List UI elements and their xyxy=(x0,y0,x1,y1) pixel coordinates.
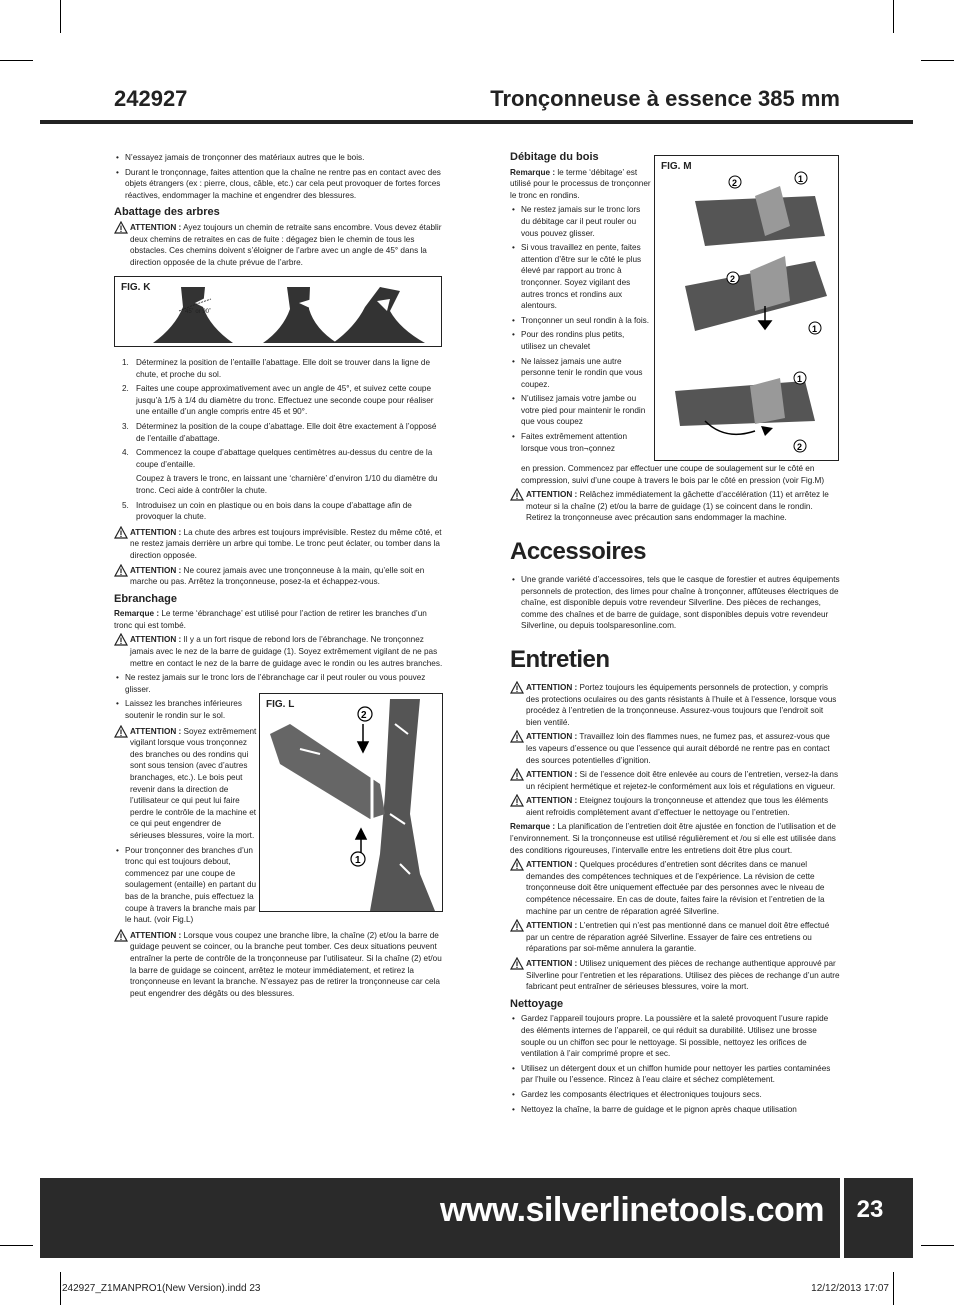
warning: ATTENTION : Ayez toujours un chemin de retraite sans encombre. Vous devez établir deux chemins de retraites en cas de fuite : dégagez bien le chemin de tous les obstacles. Ces chemins doivent s’éloigner de l’arbre avec un angle de 45° dans la direction opposée de la chute prévue de l’arbre. xyxy=(114,222,444,268)
remark: Remarque : La planification de l’entretien doit être ajustée en fonction de l’utilisation et de l’environnement. Si la tronçonneuse est utilisé régulièrement et /ou si elle est utilisée dans des conditions rigoureuses, l’intervalle entre les entretiens doit être plus court. xyxy=(510,822,836,855)
warning-icon xyxy=(510,488,524,501)
warning-icon xyxy=(510,768,524,781)
list-item: • N’essayez jamais de tronçonner des matériaux autres que le bois. xyxy=(114,152,444,164)
callout-1: 1 xyxy=(355,855,361,866)
angle-label: 45˚ or 90˚ xyxy=(185,309,212,315)
crop-mark xyxy=(60,1272,61,1305)
felling-illustration xyxy=(115,277,441,346)
list-item: • Gardez l’appareil toujours propre. La poussière et la saleté provoquent l’usure rapide des éléments internes de l’appareil, ce qui réduit sa durabilité. Utilisez une brosse souple ou un chiffon sec pour le nettoyage. Si possible, nettoyez les orifices de ventilation à l’air comprimé propre et sec. xyxy=(510,1013,840,1059)
warning-icon xyxy=(510,794,524,807)
section-title-accessoires: Accessoires xyxy=(510,537,646,565)
bullet-list xyxy=(510,574,840,632)
warning-icon xyxy=(114,221,128,234)
remark: Remarque : Le terme ‘ébranchage’ est utilisé pour l’action de retirer les branches d’un tronc qui est tombé. xyxy=(114,609,427,630)
bullet-list xyxy=(510,1013,840,1115)
warning-icon xyxy=(114,929,128,942)
crop-mark xyxy=(0,1245,33,1246)
step: 4. Commencez la coupe d’abattage quelques centimètres au-dessus du centre de la coupe d’entaille. xyxy=(122,448,433,469)
bullet-list xyxy=(114,152,444,201)
website-url[interactable]: www.silverlinetools.com xyxy=(440,1191,825,1229)
warning: ATTENTION : Lorsque vous coupez une branche libre, la chaîne (2) et/ou la barre de guidage peuvent se coincer, ou la branche peut tomber. Ces deux situations peuvent entraîner la perte de contrôle de la tronçonneuse par l’utilisateur. Si la chaîne (2) et/ou la barre de guidage se coincent, arrêtez le moteur immédiatement, et retirez la tronçonneuse en levant la branche. N’essayez pas de retirer la tronçonneuse car cela peut engendrer des dégâts ou des blessures. xyxy=(114,930,444,1000)
warning: ATTENTION : Eteignez toujours la tronçonneuse et attendez que tous les éléments aient refroidis complètement avant d’effectuer le nettoyage ou l’entretien. xyxy=(510,795,840,818)
warning-icon xyxy=(510,681,524,694)
warning: ATTENTION : Si de l’essence doit être enlevée au cours de l’entretien, versez-la dans un récipient hermétique et rejetez-le conformément aux lois et régulations en vigueur. xyxy=(510,769,840,792)
narrow-block xyxy=(114,726,257,926)
bullet-list xyxy=(510,204,651,454)
list-item: • Tronçonner un seul rondin à la fois. xyxy=(510,315,651,327)
right-column xyxy=(510,463,840,1119)
list-item: • Gardez les composants électriques et électroniques toujours secs. xyxy=(510,1089,840,1101)
date-slug: 12/12/2013 17:07 xyxy=(811,1283,889,1294)
warning: ATTENTION : L’entretien qui n’est pas mentionné dans ce manuel doit être effectué par un centre de réparation agréé Silverline. Essayer de faire ces entretiens ou réparations par soi-même annulera la garantie. xyxy=(510,920,840,955)
list-item: • Ne restez jamais sur le tronc lors de l’ébranchage car il peut rouler ou vous pouvez glisser. xyxy=(114,672,444,695)
warning: ATTENTION : Soyez extrêmement vigilant lorsque vous tronçonnez des branches ou des rondins qui sont sous tension (avec d’autres branchages, etc.). Le bois peut revenir dans la direction de l’utilisateur ce qui peut lui faire perdre le contrôle de la machine et ce qui peut engendrer de sérieuses blessures, voire la mort. xyxy=(114,726,257,842)
warning-icon xyxy=(114,564,128,577)
figure-label: FIG. M xyxy=(661,161,692,172)
warning: ATTENTION : La chute des arbres est toujours imprévisible. Restez du même côté, et ne restez jamais derrière un arbre qui tombe. Le tronc peut éclater, ou tomber dans la direction opposée. xyxy=(114,527,444,562)
callout-2: 2 xyxy=(797,442,803,452)
list-item: • Pour des rondins plus petits, utilisez un chevalet xyxy=(510,329,651,352)
figure-label: FIG. K xyxy=(121,282,151,293)
crop-mark xyxy=(60,0,61,33)
list-item: • Faites extrêmement attention lorsque vous tron¬çonnez xyxy=(510,431,651,454)
steps-list xyxy=(114,357,444,523)
model-number: 242927 xyxy=(114,86,188,111)
header-rule xyxy=(40,120,913,124)
section-heading: Débitage du bois xyxy=(510,151,599,163)
figure-l xyxy=(259,693,443,912)
warning-icon xyxy=(114,526,128,539)
step: 5. Introduisez un coin en plastique ou en bois dans la coupe d’abattage afin de provoquer la chute. xyxy=(122,500,412,522)
crop-mark xyxy=(921,1245,954,1246)
warning: ATTENTION : Utilisez uniquement des pièces de rechange authentique approuvé par Silverline pour l’entretien et les réparations. Utilisez des pièces de rechange d’un autre fabricant peut entraîner de sérieuses blessures, voire la mort. xyxy=(510,958,840,993)
paragraph: en pression. Commencez par effectuer une coupe de soulagement sur le côté en compression, suivi d’une coupe à travers le bois par le côté en pression (voir Fig.M) xyxy=(521,464,825,485)
list-item: • Durant le tronçonnage, faites attention que la chaîne ne rentre pas en contact avec des objets étrangers (ex : pierre, clous, câble, etc.) car cela peut provoquer de fortes forces réactives, endommager la machine et engendrer des blessures. xyxy=(114,167,444,202)
warning-icon xyxy=(510,919,524,932)
list-item: • Une grande variété d’accessoires, tels que le casque de forestier et autres équipements personnels de protection, des limes pour chaîne à tronçonner, affûteuses électriques de chaîne, est disponible depuis votre revendeur Silverline. Des pièces de rechanges, comme des chaînes et de barre de guidage, sont disponibles depuis votre revendeur Silverline, ou depuis toolsparesonline.com. xyxy=(510,574,840,632)
step: 3. Déterminez la position de la coupe d’abattage. Elle doit être exactement à l’opposé de l’entaille d’abattage. xyxy=(122,421,437,443)
file-slug: 242927_Z1MANPRO1(New Version).indd 23 xyxy=(62,1283,261,1294)
warning-icon xyxy=(114,725,128,738)
section-heading: Ebranchage xyxy=(114,592,177,605)
callout-2: 2 xyxy=(732,178,738,188)
warning: ATTENTION : Travaillez loin des flammes nues, ne fumez pas, et assurez-vous que les vapeurs d’essence ou que l’essence qui aurait débordé ne rentre pas en contact des sources potentielles d’ignition. xyxy=(510,731,840,766)
list-item: • Nettoyez la chaîne, la barre de guidage et le pignon après chaque utilisation xyxy=(510,1104,840,1116)
callout-1: 1 xyxy=(798,174,804,184)
callout-1: 1 xyxy=(797,374,803,384)
figure-label: FIG. L xyxy=(266,699,295,710)
crop-mark xyxy=(921,60,954,61)
list-item: • Ne restez jamais sur le tronc lors du débitage car il peut rouler ou vous pouvez glisser. xyxy=(510,204,651,239)
step: 1. Déterminez la position de l’entaille l’abattage. Elle doit se trouver dans la ligne de chute, et proche du sol. xyxy=(122,358,431,379)
crop-mark xyxy=(0,60,33,61)
bullet-list xyxy=(114,845,257,926)
limbing-illustration xyxy=(260,694,442,911)
crop-mark xyxy=(893,0,894,33)
crop-mark xyxy=(893,1272,894,1305)
step: Coupez à travers le tronc, en laissant une ‘charnière’ d’environ 1/10 du diamètre du tronc. Ceci aide à contrôler la chute. xyxy=(136,474,438,495)
section-heading: Nettoyage xyxy=(510,997,564,1010)
figure-k xyxy=(114,276,442,347)
warning: ATTENTION : Relâchez immédiatement la gâchette d’accélération (11) et arrêtez le moteur si la chaîne (2) et/ou la barre de guidage (1) se coincent dans le rondin. Retirez la tronçonneuse avec précaution sans endommager la machine. xyxy=(510,489,840,524)
warning: ATTENTION : Portez toujours les équipements personnels de protection, y compris des protections oculaires ou des gants résistants à l’huile et à l’essence, lorsque vous procédez à l’entretien de la tronçonneuse. Assurez-vous toujours que l’endroit soit bien ventilé. xyxy=(510,682,840,728)
warning: ATTENTION : Quelques procédures d’entretien sont décrites dans ce manuel demandes des compétences techniques et de l’expérience. La révision de cette tronçonneuse doit être uniquement effectuée par des personnes avec le niveau de compétence nécessaire. En cas de doute, faites faire la révision et l’entretien de la machine par un centre de réparation agréé Silverline. xyxy=(510,859,840,917)
left-column xyxy=(114,152,444,271)
warning-icon xyxy=(510,730,524,743)
list-item: • Si vous travaillez en pente, faites attention d’être sur le côté le plus élevé par rapport au tronc à tronçonner. Soyez vigilant des autres troncs et rondins aux alentours. xyxy=(510,242,651,312)
section-heading: Abattage des arbres xyxy=(114,206,220,219)
list-item: • N’utilisez jamais votre jambe ou votre pied pour maintenir le rondin que vous coupez xyxy=(510,393,651,428)
warning: ATTENTION : Il y a un fort risque de rebond lors de l’ébranchage. Ne tronçonnez jamais avec le nez de la barre de guidage (1). Soyez extrêmement vigilant de ne pas mettre en contact le nez de la barre de guidage avec le rondin ou les autres branches. xyxy=(114,634,444,669)
warning: ATTENTION : Ne courez jamais avec une tronçonneuse à la main, qu’elle soit en marche ou pas. Arrêtez la tronçonneuse, posez-la et échappez-vous. xyxy=(114,565,444,588)
callout-1: 1 xyxy=(812,324,818,334)
callout-2: 2 xyxy=(361,710,367,721)
page-number: 23 xyxy=(856,1196,884,1223)
warning-icon xyxy=(510,858,524,871)
right-column-top xyxy=(510,152,651,458)
warning-icon xyxy=(510,957,524,970)
list-item: • Laissez les branches inférieures soutenir le rondin sur le sol. xyxy=(114,698,255,721)
list-item: • Ne laissez jamais une autre personne tenir le rondin que vous coupez. xyxy=(510,356,651,391)
list-item: • Utilisez un détergent doux et un chiffon humide pour nettoyer les parties contaminées par l’huile ou l’essence. Rincez à l’eau claire et séchez complètement. xyxy=(510,1063,840,1086)
step: 2. Faites une coupe approximativement avec un angle de 45°, et suivez cette coupe jusqu’à 1/5 à 1/4 du diamètre du tronc. Effectuez une seconde coupe pour réaliser une entaille d’un angle compris entre 45 et 90°. xyxy=(122,384,434,417)
remark: Remarque : le terme ‘débitage’ est utilisé pour le processus de tronçonner le tronc en rondins. xyxy=(510,167,651,200)
page-title: Tronçonneuse à essence 385 mm xyxy=(490,86,840,111)
callout-2: 2 xyxy=(730,274,736,284)
figure-m xyxy=(654,155,839,461)
list-item: • Pour tronçonner des branches d’un tronc qui est toujours debout, commencez par une coupe de soulagement (entaille) en partant du bas de la branche, puis effectuez la coupe à travers la branche mais par le haut. (voir Fig.L) xyxy=(114,845,257,926)
warning-icon xyxy=(114,633,128,646)
bucking-illustration xyxy=(655,156,838,460)
section-title-entretien: Entretien xyxy=(510,645,610,673)
